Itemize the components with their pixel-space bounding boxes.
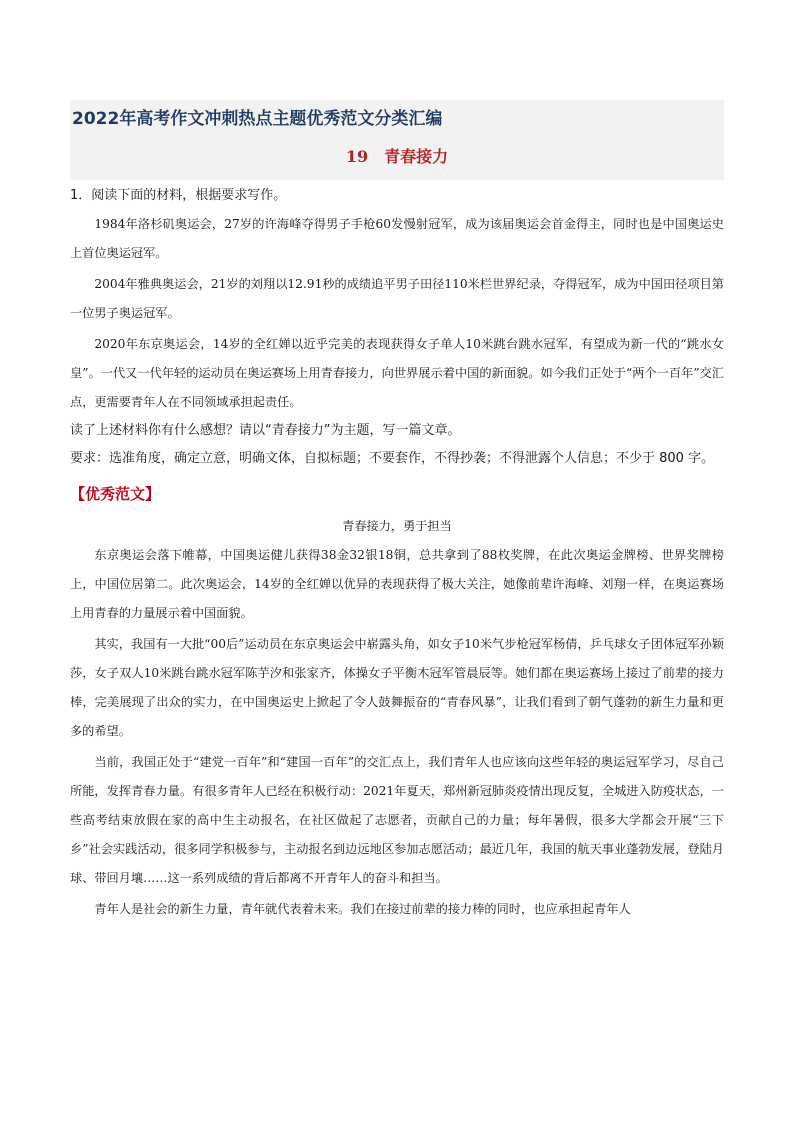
essay-paragraph: 当前，我国正处于“建党一百年”和“建国一百年”的交汇点上，我们青年人也应该向这些年轻的奥运冠军学习，尽自己所能，发挥青春力量。有很多青年人已经在积极行动：2021年夏天，郑州新冠肺炎疫情出现反复，全城进入防疫状态，一些高考结束放假在家的高中生主动报名，在社区做起了志愿者，贡献自己的力量；每年暑假，很多大学都会开展“三下乡”社会实践活动，很多同学积极参与，主动报名到边远地区参加志愿活动；最近几年，我国的航天事业蓬勃发展，登陆月球、带回月壤……这一系列成绩的背后都离不开青年人的奋斗和担当。: [70, 755, 724, 885]
essay-paragraph: 青年人是社会的新生力量，青年就代表着未来。我们在接过前辈的接力棒的同时，也应承担起青年人: [94, 902, 631, 916]
chapter-heading: [70, 140, 724, 174]
material-paragraph: 1984年洛杉矶奥运会，27岁的许海峰夺得男子手枪60发慢射冠军，成为该届奥运会首金得主，同时也是中国奥运史上首位奥运冠军。: [70, 217, 724, 260]
chapter-number: 19: [345, 147, 369, 166]
document-title: 2022年高考作文冲刺热点主题优秀范文分类汇编: [72, 109, 443, 129]
essay-title: 青春接力，勇于担当: [342, 519, 452, 533]
material-paragraph: 2004年雅典奥运会，21岁的刘翔以12.91秒的成绩追平男子田径110米栏世界纪录，夺得冠军，成为中国田径项目第一位男子奥运冠军。: [70, 277, 724, 320]
question-instruction: 1．阅读下面的材料，根据要求写作。: [70, 188, 287, 203]
header-band: [70, 100, 724, 180]
material-paragraph: 2020年东京奥运会，14岁的全红婵以近乎完美的表现获得女子单人10米跳台跳水冠军，有望成为新一代的“跳水女皇”。一代又一代年轻的运动员在奥运赛场上用青春接力，向世界展示着中国的新面貌。如今我们正处于“两个一百年”交汇点，更需要青年人在不同领域承担起责任。: [70, 337, 724, 409]
essay-paragraph: 东京奥运会落下帷幕，中国奥运健儿获得38金32银18铜，总共拿到了88枚奖牌，在此次奥运金牌榜、世界奖牌榜上，中国位居第二。此次奥运会，14岁的全红婵以优异的表现获得了极大关注，她像前辈许海峰、刘翔一样，在奥运赛场上用青春的力量展示着中国面貌。: [70, 548, 724, 620]
question-requirements: 要求：选准角度，确定立意，明确文体，自拟标题；不要套作，不得抄袭；不得泄露个人信息；不少于 800 字。: [70, 451, 715, 466]
essay-paragraph: 其实，我国有一大批“00后”运动员在东京奥运会中崭露头角，如女子10米气步枪冠军杨倩，乒乓球女子团体冠军孙颖莎，女子双人10米跳台跳水冠军陈芋汐和张家齐，体操女子平衡木冠军管晨辰等。她们都在奥运赛场上接过了前辈的接力棒，完美展现了出众的实力，在中国奥运史上掀起了令人鼓舞振奋的“青春风暴”，让我们看到了朝气蓬勃的新生力量和更多的希望。: [70, 637, 724, 738]
document-page: [70, 100, 724, 924]
question-prompt: 读了上述材料你有什么感想？请以“青春接力”为主题，写一篇文章。: [70, 423, 461, 438]
chapter-title: 青春接力: [384, 147, 449, 166]
essay-tag: 【优秀范文】: [70, 485, 161, 503]
